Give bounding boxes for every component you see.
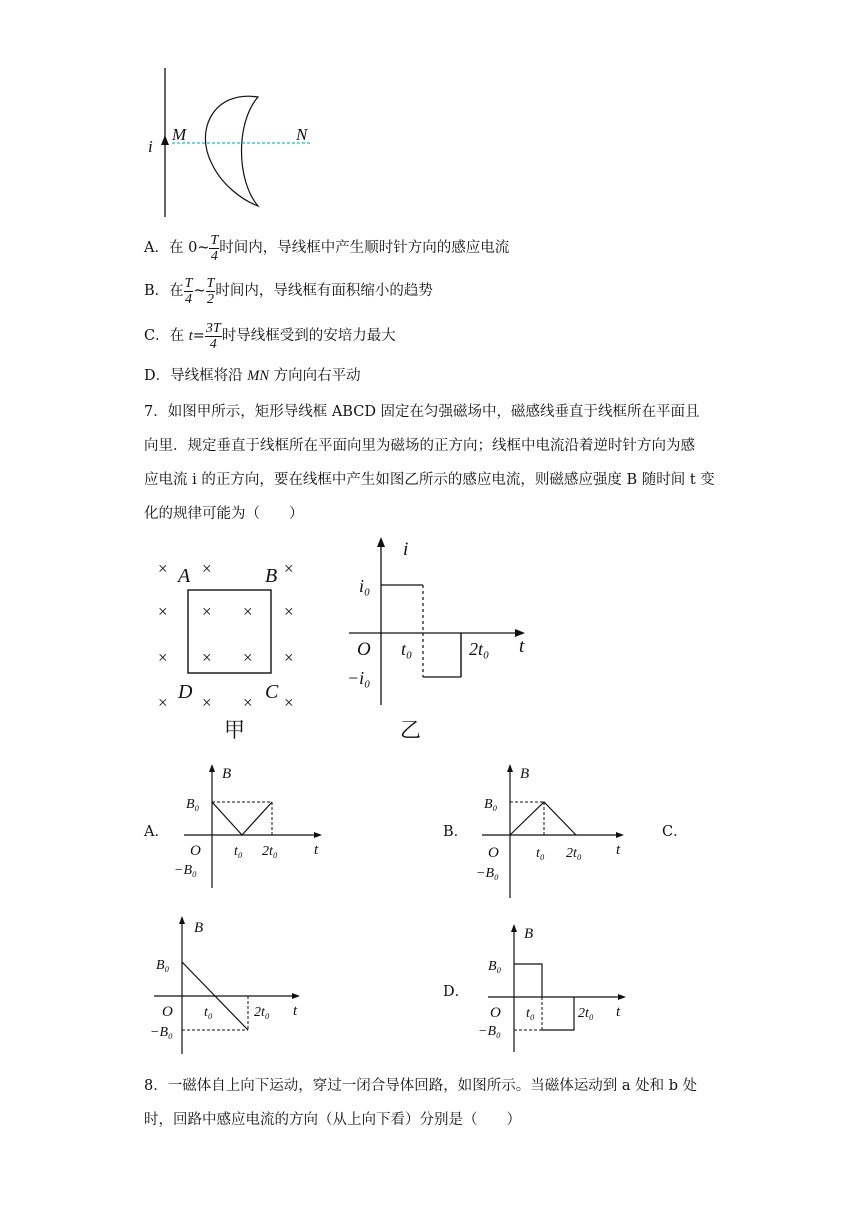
svg-text:×: × xyxy=(243,693,253,712)
svg-text:t: t xyxy=(616,842,621,858)
figure-jia xyxy=(150,552,310,752)
question-7-line-2: 向里．规定垂直于线框所在平面向里为磁场的正方向；线框中电流沿着逆时针方向为感 xyxy=(144,438,695,454)
svg-text:×: × xyxy=(202,602,212,621)
choice-d-label[interactable]: D． xyxy=(443,984,470,1000)
svg-text:×: × xyxy=(158,602,168,621)
caption-jia: 甲 xyxy=(224,718,245,742)
svg-text:B: B xyxy=(520,766,530,782)
svg-text:B₀: B₀ xyxy=(484,797,498,812)
svg-text:×: × xyxy=(284,693,294,712)
corner-d: D xyxy=(178,681,193,703)
choice-a-label[interactable]: A． xyxy=(144,824,169,840)
svg-text:×: × xyxy=(202,693,212,712)
corner-b: B xyxy=(265,565,278,587)
choice-a-graph[interactable] xyxy=(170,760,330,895)
svg-text:O: O xyxy=(488,845,499,861)
current-waveform xyxy=(381,585,461,677)
question-7-line-4: 化的规律可能为（ ） xyxy=(144,506,304,522)
b-waveform-b xyxy=(510,802,576,835)
axis-t: t xyxy=(519,636,525,657)
tick-t0: t₀ xyxy=(401,639,413,659)
corner-c: C xyxy=(265,681,279,703)
svg-text:×: × xyxy=(202,648,212,667)
tick-2t0: 2t₀ xyxy=(469,639,490,659)
label-i0: i₀ xyxy=(359,576,371,596)
frame-abcd xyxy=(188,590,271,673)
choice-d-graph[interactable] xyxy=(474,920,634,1055)
svg-text:B₀: B₀ xyxy=(488,959,502,974)
svg-text:−B₀: −B₀ xyxy=(478,1024,501,1039)
choice-b-graph[interactable] xyxy=(468,760,633,900)
question-7-line-3: 应电流 i 的正方向，要在线框中产生如图乙所示的感应电流，则磁感应强度 B 随时间 t 变 xyxy=(144,472,715,488)
svg-text:O: O xyxy=(162,1004,173,1020)
question-7-line-1: 7．如图甲所示，矩形导线框 ABCD 固定在匀强磁场中，磁感线垂直于线框所在平面且 xyxy=(144,404,700,420)
label-m: M xyxy=(172,125,187,144)
svg-text:t₀: t₀ xyxy=(536,846,545,861)
svg-text:×: × xyxy=(158,559,168,578)
option-c[interactable]: C．在 t= $\frac{3T}{4}$ 时导线框受到的安培力最大 xyxy=(144,320,396,352)
svg-text:2t₀: 2t₀ xyxy=(254,1005,270,1020)
svg-text:B₀: B₀ xyxy=(156,958,170,973)
svg-text:t: t xyxy=(293,1003,298,1019)
b-waveform-a xyxy=(212,802,272,835)
svg-text:t₀: t₀ xyxy=(526,1006,535,1021)
svg-text:2t₀: 2t₀ xyxy=(578,1006,594,1021)
svg-text:2t₀: 2t₀ xyxy=(262,844,278,859)
choice-c-graph[interactable] xyxy=(150,912,310,1057)
svg-text:×: × xyxy=(243,648,253,667)
current-arrow xyxy=(161,135,169,145)
figure-yi xyxy=(345,535,535,745)
question-8-line-1: 8．一磁体自上向下运动，穿过一闭合导体回路，如图所示。当磁体运动到 a 处和 b 处 xyxy=(144,1078,698,1094)
svg-text:B: B xyxy=(222,766,232,782)
svg-text:×: × xyxy=(158,693,168,712)
svg-text:t₀: t₀ xyxy=(234,844,243,859)
svg-text:O: O xyxy=(190,843,201,859)
svg-text:t: t xyxy=(314,842,319,858)
svg-text:−B₀: −B₀ xyxy=(150,1025,173,1040)
svg-text:B: B xyxy=(194,920,204,936)
svg-text:B: B xyxy=(524,926,534,942)
svg-text:−B₀: −B₀ xyxy=(174,863,197,878)
choice-c-label[interactable]: C． xyxy=(662,824,688,840)
label-i: i xyxy=(148,137,153,156)
choice-b-label[interactable]: B． xyxy=(443,824,469,840)
svg-text:×: × xyxy=(284,602,294,621)
crescent-loop xyxy=(205,96,258,206)
figure-wire-loop xyxy=(140,60,330,225)
svg-text:×: × xyxy=(243,602,253,621)
origin-o: O xyxy=(357,639,371,660)
svg-text:O: O xyxy=(490,1005,501,1021)
svg-text:×: × xyxy=(158,648,168,667)
option-d[interactable]: D．导线框将沿 MN 方向向右平动 xyxy=(144,368,361,384)
axis-i: i xyxy=(403,539,409,560)
caption-yi: 乙 xyxy=(400,718,421,742)
question-8-line-2: 时，回路中感应电流的方向（从上向下看）分别是（ ） xyxy=(144,1112,521,1128)
corner-a: A xyxy=(178,565,191,587)
svg-text:×: × xyxy=(284,648,294,667)
option-a[interactable]: A．在 0~ $\frac{T}{4}$ 时间内，导线框中产生顺时针方向的感应电流 xyxy=(144,232,510,264)
svg-text:−B₀: −B₀ xyxy=(476,866,499,881)
label-n: N xyxy=(296,125,308,144)
svg-text:×: × xyxy=(284,559,294,578)
svg-text:t₀: t₀ xyxy=(204,1005,213,1020)
svg-text:×: × xyxy=(202,559,212,578)
svg-text:B₀: B₀ xyxy=(186,797,200,812)
svg-text:2t₀: 2t₀ xyxy=(566,846,582,861)
svg-text:t: t xyxy=(616,1004,621,1020)
label-neg-i0: −i₀ xyxy=(347,668,371,688)
option-b[interactable]: B．在 $\frac{T}{4}$ ~ $\frac{T}{2}$ 时间内，导线框有面积缩小的趋势 xyxy=(144,275,433,307)
